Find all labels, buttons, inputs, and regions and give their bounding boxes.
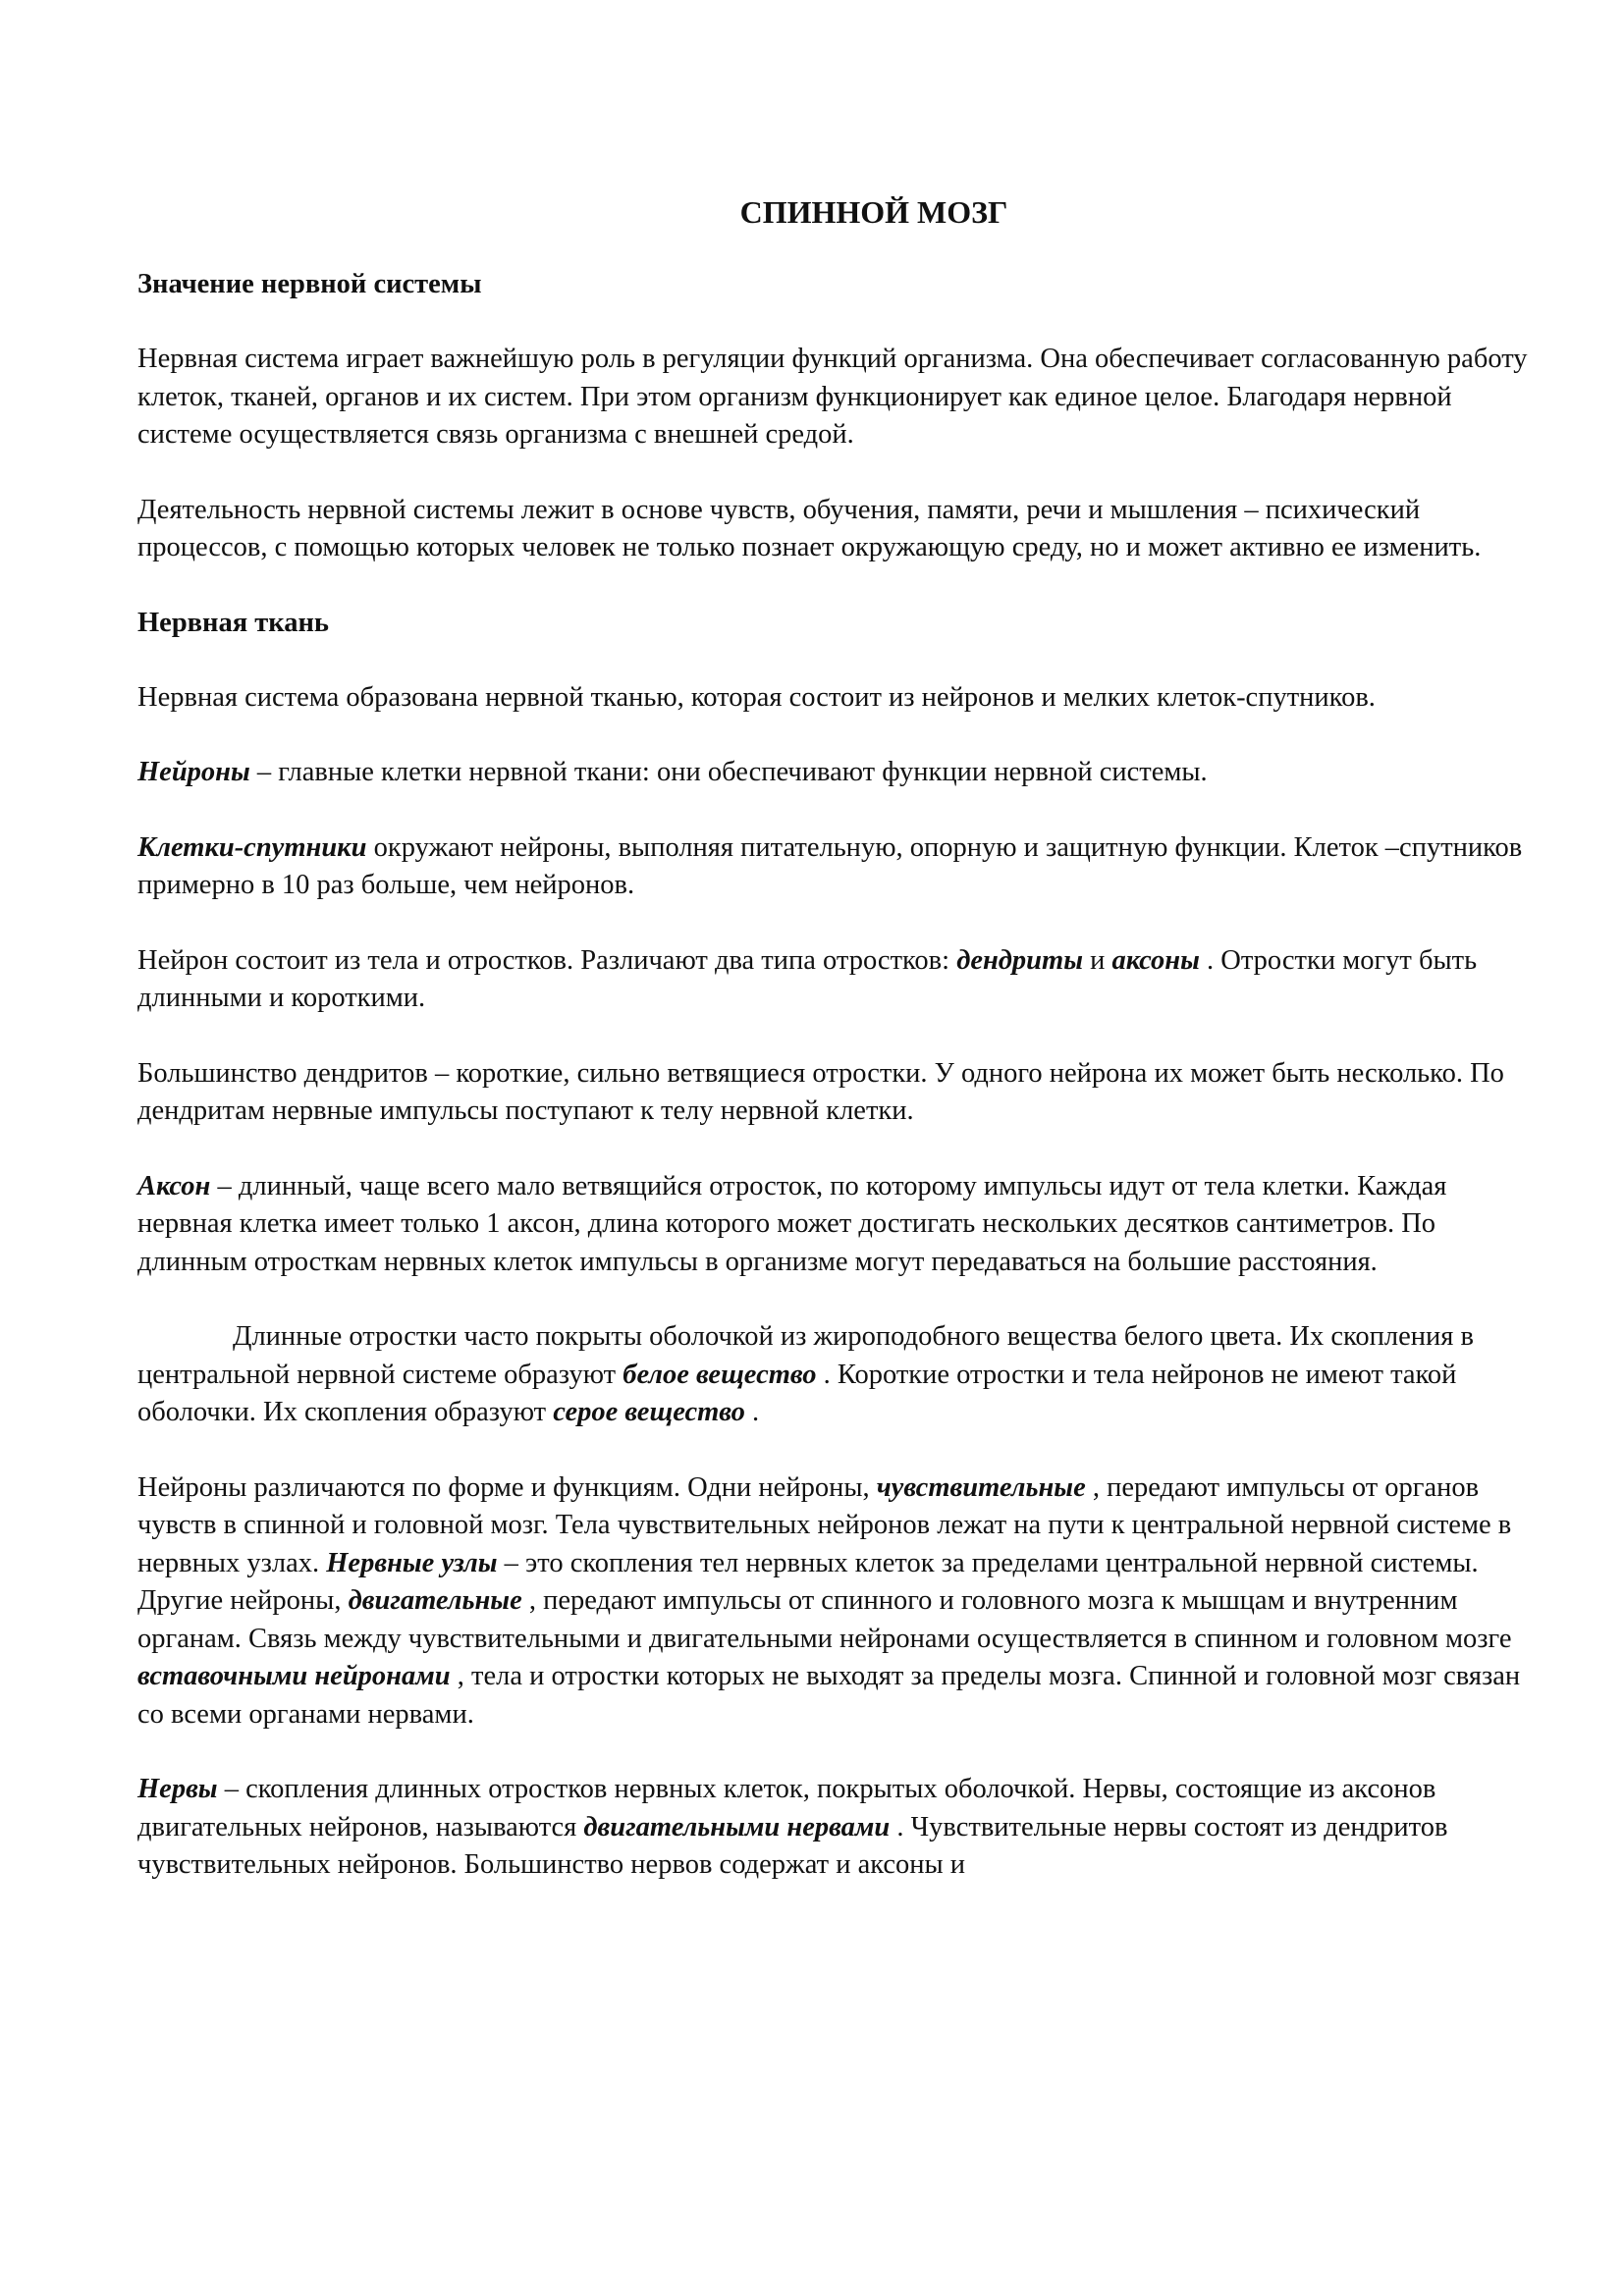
section-heading-nervous-system-importance: Значение нервной системы bbox=[137, 269, 482, 299]
paragraph-text: – длинный, чаще всего мало ветвящийся отросток, по которому импульсы идут от тела клетки. Каждая нервная клетка имеет только 1 аксон, длина которого может достигать нескольких десятков сантиметров. По длинным отросткам нервных клеток импульсы в организме могут передаваться на большие расстояния. bbox=[137, 1170, 1447, 1277]
paragraph-neuron-types bbox=[137, 1469, 1532, 1735]
paragraph-neurons bbox=[137, 754, 1532, 792]
term-axon: Аксон bbox=[137, 1170, 211, 1201]
term-sensory: чувствительные bbox=[876, 1471, 1086, 1503]
paragraph-text: . Короткие отростки и тела нейронов не имеют такой оболочки. Их скопления образуют bbox=[137, 1359, 1457, 1427]
paragraph-text: . Чувствительные нервы состоят из дендритов чувствительных нейронов. Большинство нервов содержат и аксоны и bbox=[137, 1811, 1448, 1880]
paragraph-text: – главные клетки нервной ткани: они обеспечивают функции нервной системы. bbox=[249, 757, 1208, 787]
term-dendrites: дендриты bbox=[956, 944, 1083, 976]
term-white-matter: белое вещество bbox=[623, 1359, 817, 1390]
paragraph-text: . Отростки могут быть длинными и короткими. bbox=[137, 944, 1478, 1013]
term-motor: двигательные bbox=[348, 1585, 522, 1616]
paragraph-text: окружают нейроны, выполняя питательную, опорную и защитную функции. Клеток –спутников примерно в 10 раз больше, чем нейронов. bbox=[137, 831, 1523, 900]
paragraph-text: – это скопления тел нервных клеток за пределами центральной нервной системы. Другие нейроны, bbox=[137, 1547, 1479, 1616]
section-heading-nervous-tissue: Нервная ткань bbox=[137, 607, 330, 638]
paragraph-text: , передают импульсы от органов чувств в спинной и головной мозг. Тела чувствительных нейронов лежат на пути к центральной нервной системе в нервных узлах. bbox=[137, 1471, 1512, 1578]
paragraph-dendrites: Большинство дендритов – короткие, сильно ветвящиеся отростки. У одного нейрона их может быть несколько. По дендритам нервные импульсы поступают к телу нервной клетки. bbox=[137, 1057, 1504, 1126]
page-title: СПИННОЙ МОЗГ bbox=[739, 194, 1008, 230]
paragraph-nerves bbox=[137, 1771, 1532, 1885]
term-axons: аксоны bbox=[1111, 944, 1200, 976]
term-satellite-cells: Клетки-спутники bbox=[137, 831, 367, 863]
paragraph-satellite-cells bbox=[137, 829, 1532, 905]
term-gray-matter: серое вещество bbox=[553, 1397, 745, 1427]
title-block bbox=[177, 192, 1559, 232]
paragraph-text: – скопления длинных отростков нервных клеток, покрытых оболочкой. Нервы, состоящие из аксонов двигательных нейронов, называются bbox=[137, 1774, 1436, 1842]
paragraph-text: . bbox=[744, 1397, 760, 1427]
term-motor-nerves: двигательными нервами bbox=[583, 1811, 891, 1842]
paragraph-axon bbox=[137, 1168, 1532, 1282]
paragraph: Деятельность нервной системы лежит в основе чувств, обучения, памяти, речи и мышления – психический процессов, с помощью которых человек не только познает окружающую среду, но и может активно ее изменить. bbox=[137, 494, 1482, 562]
term-nerve-ganglia: Нервные узлы bbox=[326, 1547, 498, 1578]
paragraph: Нервная система играет важнейшую роль в регуляции функций организма. Она обеспечивает согласованную работу клеток, тканей, органов и их систем. При этом организм функционирует как единое целое. Благодаря нервной системе осуществляется связь организма с внешней средой. bbox=[137, 344, 1528, 450]
paragraph-text: и bbox=[1082, 944, 1112, 976]
term-interneurons: вставочными нейронами bbox=[137, 1661, 451, 1691]
term-neurons: Нейроны bbox=[137, 757, 250, 787]
paragraph-text: Длинные отростки часто покрыты оболочкой из жироподобного вещества белого цвета. Их скопления в центральной нервной системе образуют bbox=[137, 1321, 1474, 1390]
document-page bbox=[137, 192, 1532, 1885]
paragraph-text: Нейрон состоит из тела и отростков. Различают два типа отростков: bbox=[137, 944, 957, 976]
term-nerves: Нервы bbox=[137, 1774, 218, 1804]
paragraph-text: , тела и отростки которых не выходят за пределы мозга. Спинной и головной мозг связан со всеми органами нервами. bbox=[137, 1661, 1521, 1730]
paragraph-white-gray-matter bbox=[137, 1318, 1532, 1432]
paragraph-text: Нейроны различаются по форме и функциям. Одни нейроны, bbox=[137, 1471, 877, 1503]
paragraph: Нервная система образована нервной тканью, которая состоит из нейронов и мелких клеток-спутников. bbox=[137, 681, 1376, 713]
paragraph-text: , передают импульсы от спинного и головного мозга к мышцам и внутренним органам. Связь между чувствительными и двигательными нейронами осуществляется в спинном и головном мозге bbox=[137, 1585, 1512, 1654]
paragraph-neuron-structure bbox=[137, 942, 1532, 1018]
